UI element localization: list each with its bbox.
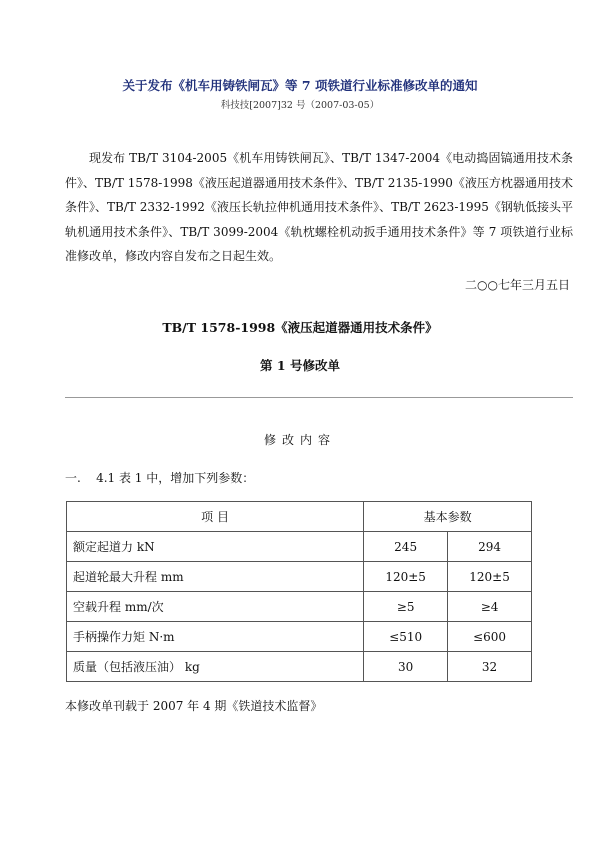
header-params: 基本参数 [364,502,532,532]
table-row [67,532,532,562]
notice-title: 关于发布《机车用铸铁闸瓦》等 7 项铁道行业标准修改单的通知 [122,78,478,93]
table-row [67,592,532,622]
section-divider [65,397,573,398]
row-value-2: 120±5 [448,562,532,592]
standard-title: TB/T 1578-1998《液压起道器通用技术条件》 [162,320,438,335]
row-value-2: ≤600 [448,622,532,652]
item-number: 一. [65,471,81,485]
table-header-row [67,502,532,532]
table-row [67,562,532,592]
row-value-1: 30 [364,652,448,682]
row-value-1: 245 [364,532,448,562]
publication-note: 本修改单刊载于 2007 年 4 期《铁道技术监督》 [65,699,323,713]
issue-date: 二○○七年三月五日 [465,278,570,292]
row-label: 起道轮最大升程 mm [67,562,364,592]
parameter-table [66,501,532,682]
row-label: 手柄操作力矩 N·m [67,622,364,652]
amendment-title: 第 1 号修改单 [260,358,340,373]
row-value-2: ≥4 [448,592,532,622]
row-value-1: ≤510 [364,622,448,652]
amendment-item [65,469,254,486]
table-row [67,652,532,682]
row-value-2: 32 [448,652,532,682]
row-value-2: 294 [448,532,532,562]
row-label: 质量（包括液压油） kg [67,652,364,682]
row-label: 额定起道力 kN [67,532,364,562]
header-item: 项 目 [67,502,364,532]
document-number: 科技技[2007]32 号（2007-03-05） [220,100,380,111]
notice-body: 现发布 TB/T 3104-2005《机车用铸铁闸瓦》、TB/T 1347-2004《电动捣固镐通用技术条件》、TB/T 1578-1998《液压起道器通用技术条件》、TB/T 2135-1990《液压方枕器通用技术条件》、TB/T 2332-1992《液压长轨拉伸机通用技术条件》、TB/T 2623-1995《钢轨低接头平轨机通用技术条件》、TB/T 3099-2004《轨枕螺栓机动扳手通用技术条件》等 7 项铁道行业标准修改单，修改内容自发布之日起生效。 [65,151,573,263]
row-label: 空载升程 mm/次 [67,592,364,622]
section-heading: 修改内容 [263,433,336,447]
row-value-1: 120±5 [364,562,448,592]
table-row [67,622,532,652]
row-value-1: ≥5 [364,592,448,622]
item-text: 4.1 表 1 中，增加下列参数： [96,471,255,485]
